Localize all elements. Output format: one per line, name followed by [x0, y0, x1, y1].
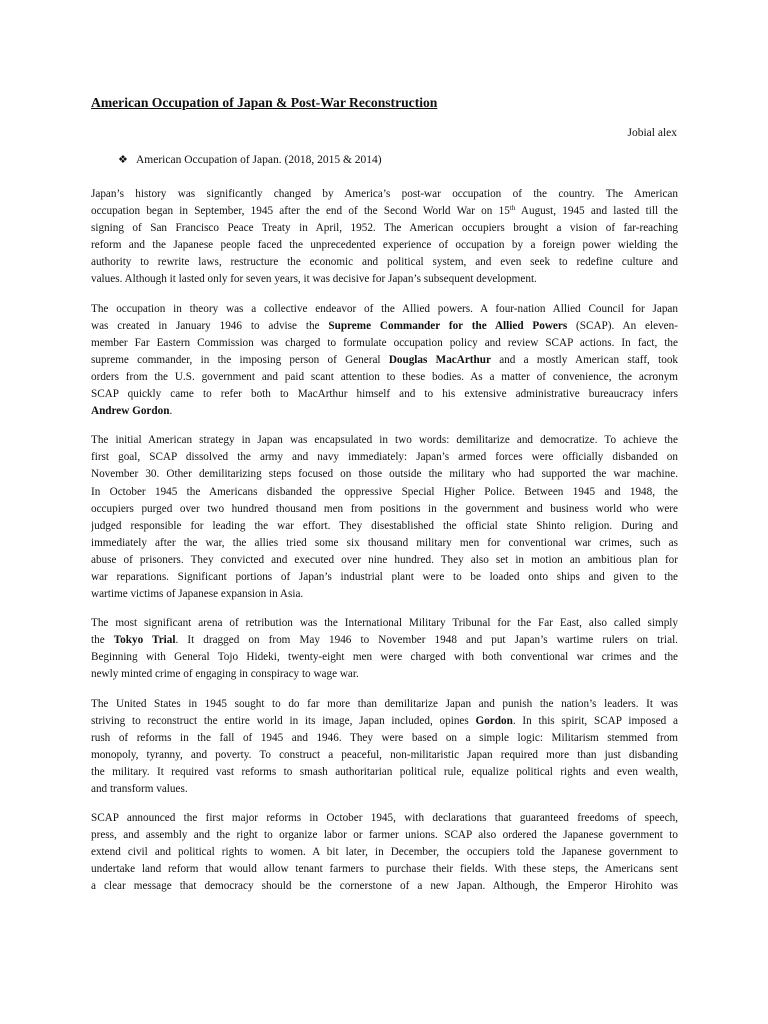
paragraph-line — [91, 552, 678, 569]
paragraph-line — [91, 369, 678, 386]
text-run: war reparations. Significant portions of Japan’s industrial plant were to be loaded onto ships and given to the — [91, 570, 678, 583]
document-body — [91, 186, 678, 908]
text-run: . In this spirit, SCAP imposed a — [512, 714, 678, 727]
text-run: monopoly, tyranny, and poverty. To construct a peaceful, non-militaristic Japan required more than just disbanding — [91, 748, 678, 761]
paragraph-line — [91, 827, 678, 844]
paragraph-line — [91, 747, 678, 764]
text-run: . — [169, 405, 173, 418]
paragraph — [91, 432, 678, 603]
text-run: wartime victims of Japanese expansion in Asia. — [91, 588, 304, 601]
text-run: August, 1945 and lasted till the — [515, 205, 678, 218]
text-run: reform and the Japanese people faced the unprecedented experience of occupation by a foreign power wielding the — [91, 239, 678, 252]
text-run: immediately after the war, the allies tried some six thousand military men for conventional war crimes, such as — [91, 536, 678, 549]
text-run: The initial American strategy in Japan was encapsulated in two words: demilitarize and democratize. To achieve the — [91, 434, 678, 447]
paragraph-line — [91, 844, 678, 861]
paragraph-line — [91, 271, 678, 288]
text-run: In October 1945 the Americans disbanded the oppressive Special Higher Police. Between 1945 and 1948, the — [91, 485, 678, 498]
bold-term: Douglas MacArthur — [388, 353, 491, 366]
paragraph-line — [91, 186, 678, 203]
paragraph — [91, 615, 678, 683]
text-run: . It dragged on from May 1946 to November 1948 and put Japan’s wartime rulers on trial. — [175, 634, 678, 647]
text-run: occupiers purged over two hundred thousand men from positions in the government and business world who were — [91, 502, 678, 515]
text-run: SCAP quickly came to refer both to MacArthur himself and to his extensive administrative bureaucracy infers — [91, 388, 678, 401]
paragraph — [91, 186, 678, 289]
paragraph-line — [91, 730, 678, 747]
text-run: signing of San Francisco Peace Treaty in April, 1952. The American occupiers brought a vision of far-reaching — [91, 222, 678, 235]
text-run: first goal, SCAP dissolved the army and navy immediately: Japan’s armed forces were officially disbanded on — [91, 451, 678, 464]
text-run: member Far Eastern Commission was charged to formulate occupation policy and review SCAP actions. In fact, the — [91, 336, 678, 349]
document-title: American Occupation of Japan & Post-War Reconstruction — [91, 95, 438, 110]
text-run: and a mostly American staff, took — [490, 353, 678, 366]
text-run: judged responsible for leading the war effort. They disestablished the official state Shinto religion. During and — [91, 519, 678, 532]
paragraph — [91, 810, 678, 895]
paragraph-line — [91, 203, 678, 220]
paragraph-line — [91, 386, 678, 403]
section-heading — [118, 153, 382, 166]
paragraph-line — [91, 615, 678, 632]
paragraph-line — [91, 318, 678, 335]
text-run: was created in January 1946 to advise the — [91, 319, 329, 332]
paragraph-line — [91, 569, 678, 586]
text-run: (SCAP). An eleven- — [567, 319, 678, 332]
paragraph-line — [91, 335, 678, 352]
text-run: striving to reconstruct the entire world in its image, Japan included, opines — [91, 714, 476, 727]
paragraph-line — [91, 432, 678, 449]
paragraph-line — [91, 518, 678, 535]
author-name: Jobial alex — [627, 127, 677, 139]
text-run: extend civil and political rights to women. A bit later, in December, the occupiers told the Japanese government to — [91, 846, 678, 859]
section-heading-text: American Occupation of Japan. (2018, 2015 & 2014) — [136, 154, 382, 166]
text-run: the military. It required vast reforms to smash authoritarian political rule, equalize political rights and even wealth, — [91, 765, 678, 778]
text-run: undertake land reform that would allow tenant farmers to purchase their fields. With these steps, the Americans sent — [91, 863, 678, 876]
paragraph-line — [91, 666, 678, 683]
text-run: the — [91, 634, 114, 647]
text-run: press, and assembly and the right to organize labor or farmer unions. SCAP also ordered the Japanese government to — [91, 829, 678, 842]
paragraph-line — [91, 632, 678, 649]
superscript: th — [509, 204, 516, 213]
paragraph-line — [91, 403, 678, 420]
paragraph-line — [91, 649, 678, 666]
text-run: The most significant arena of retribution was the International Military Tribunal for the Far East, also called simply — [91, 617, 678, 630]
text-run: values. Although it lasted only for seven years, it was decisive for Japan’s subsequent development. — [91, 273, 537, 286]
paragraph-line — [91, 861, 678, 878]
bold-term: Gordon — [475, 714, 513, 727]
paragraph-line — [91, 352, 678, 369]
bold-term: Tokyo Trial — [113, 634, 176, 647]
paragraph — [91, 301, 678, 421]
text-run: a clear message that democracy should be the cornerstone of a new Japan. Although, the Emperor Hirohito was — [91, 880, 678, 893]
text-run: abuse of prisoners. They convicted and executed over nine hundred. They also set in motion an ambitious plan for — [91, 553, 678, 566]
paragraph-line — [91, 237, 678, 254]
text-run: The occupation in theory was a collective endeavor of the Allied powers. A four-nation Allied Council for Japan — [91, 302, 678, 315]
text-run: newly minted crime of engaging in conspiracy to wage war. — [91, 668, 359, 681]
text-run: The United States in 1945 sought to do far more than demilitarize Japan and punish the nation’s leaders. It was — [91, 697, 678, 710]
paragraph — [91, 696, 678, 799]
text-run: Beginning with General Tojo Hideki, twenty-eight men were charged with both conventional war crimes and the — [91, 651, 678, 664]
text-run: November 30. Other demilitarizing steps focused on those outside the military who had supported the war machine. — [91, 468, 678, 481]
text-run: occupation began in September, 1945 after the end of the Second World War on 15 — [91, 205, 510, 218]
paragraph-line — [91, 810, 678, 827]
text-run: rush of reforms in the fall of 1945 and 1946. They were based on a simple logic: Militarism stemmed from — [91, 731, 678, 744]
bold-term: Andrew Gordon — [91, 405, 170, 418]
text-run: and transform values. — [91, 783, 188, 795]
text-run: supreme commander, in the imposing person of General — [91, 353, 389, 366]
text-run: authority to rewrite laws, restructure the economic and political system, and even seek to redefine culture and — [91, 256, 678, 269]
text-run: Japan’s history was significantly changed by America’s post-war occupation of the country. The American — [91, 188, 678, 200]
paragraph-line — [91, 696, 678, 713]
paragraph-line — [91, 764, 678, 781]
diamond-bullet-icon: ❖ — [118, 154, 128, 166]
paragraph-line — [91, 254, 678, 271]
paragraph-line — [91, 878, 678, 895]
text-run: orders from the U.S. government and paid scant attention to these bodies. As a matter of convenience, the acronym — [91, 370, 678, 383]
paragraph-line — [91, 466, 678, 483]
paragraph-line — [91, 501, 678, 518]
text-run: SCAP announced the first major reforms in October 1945, with declarations that guaranteed freedoms of speech, — [91, 812, 678, 825]
paragraph-line — [91, 586, 678, 603]
paragraph-line — [91, 713, 678, 730]
paragraph-line — [91, 535, 678, 552]
paragraph-line — [91, 449, 678, 466]
bold-term: Supreme Commander for the Allied Powers — [328, 319, 568, 332]
paragraph-line — [91, 301, 678, 318]
paragraph-line — [91, 781, 678, 798]
paragraph-line — [91, 220, 678, 237]
paragraph-line — [91, 484, 678, 501]
